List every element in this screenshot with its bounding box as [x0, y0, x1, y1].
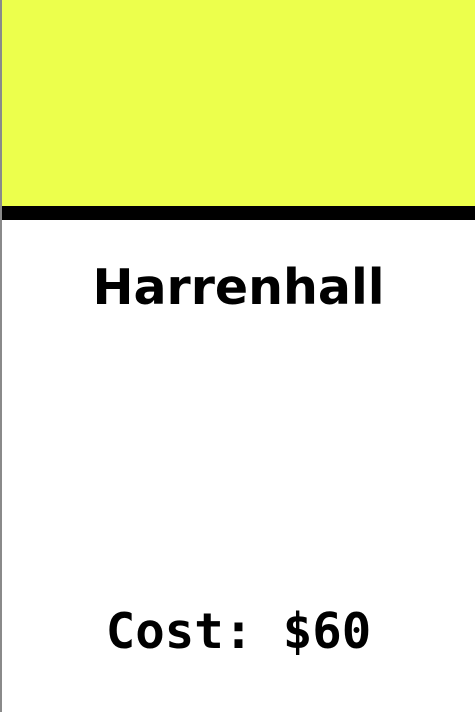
property-cost: Cost: $60	[105, 603, 372, 660]
property-color-band	[2, 0, 475, 206]
property-name: Harrenhall	[92, 259, 385, 316]
color-band-divider	[2, 206, 475, 220]
